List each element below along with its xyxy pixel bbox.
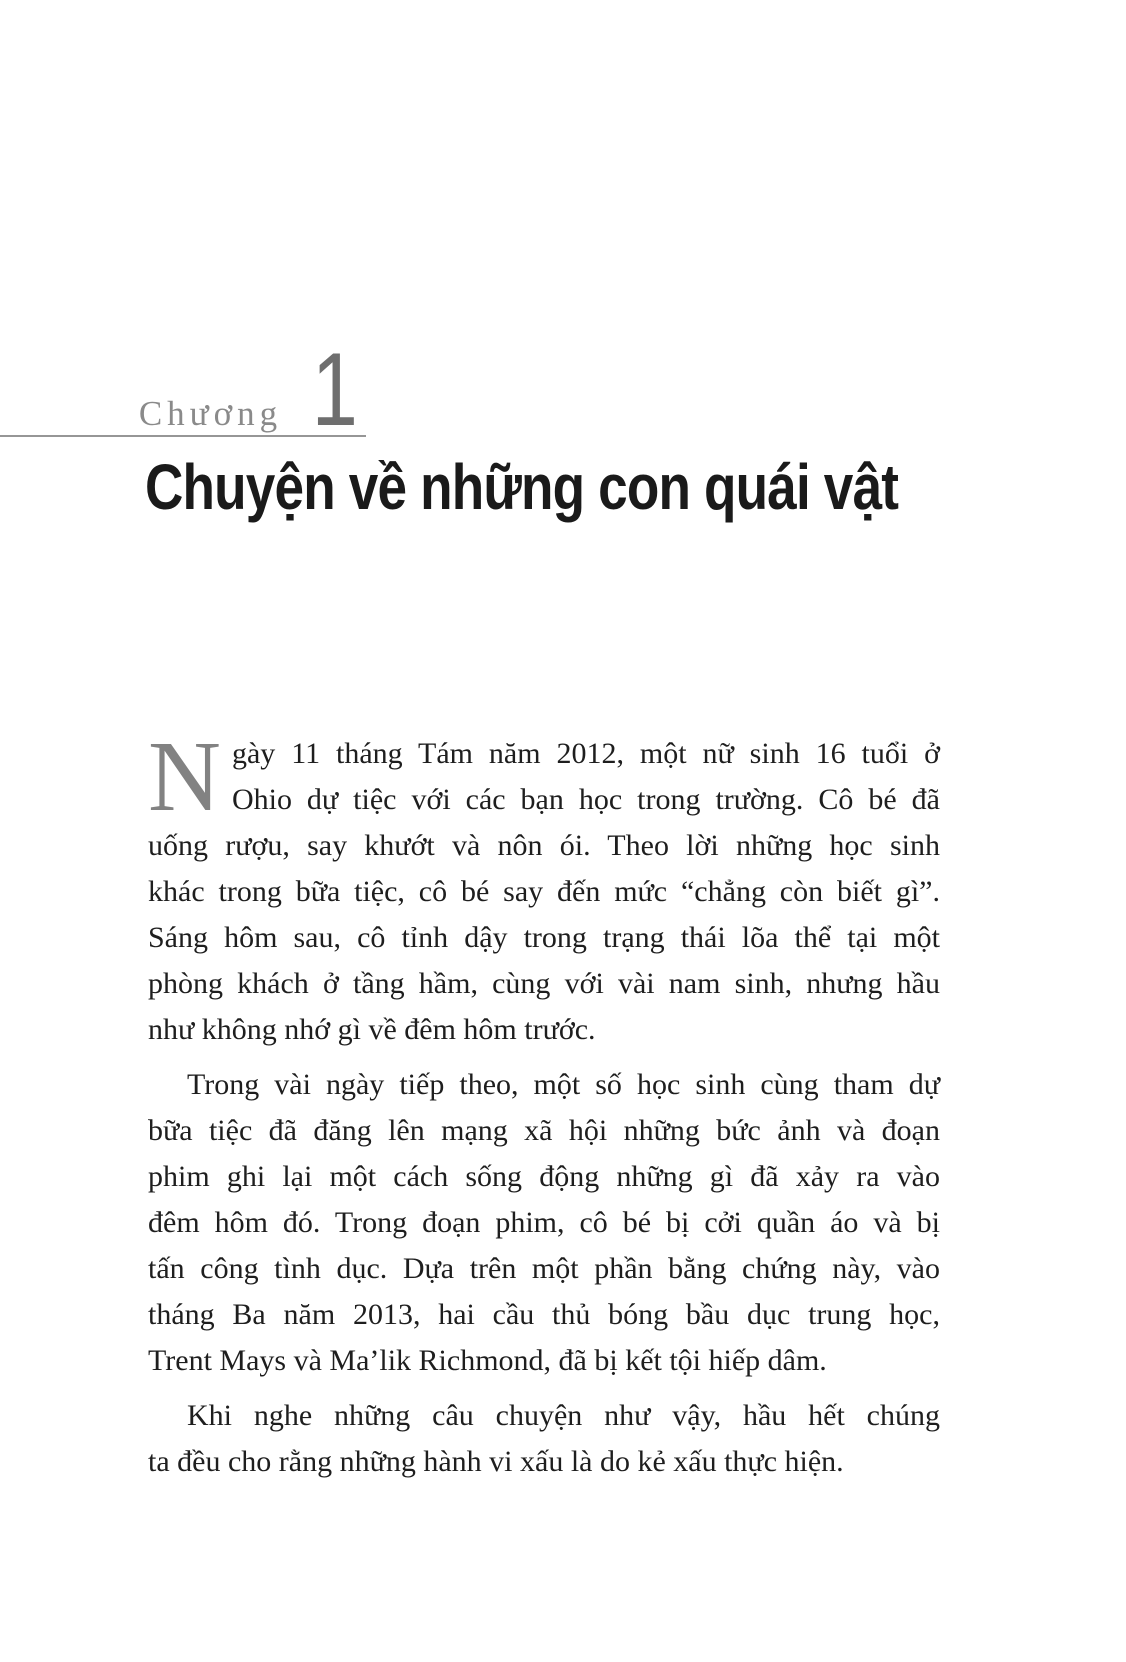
text-line: Trong vài ngày tiếp theo, một số học sinh cùng tham dự <box>187 1068 940 1101</box>
text-line: Ohio dự tiệc với các bạn học trong trường. Cô bé đã <box>231 783 940 816</box>
text-line: khác trong bữa tiệc, cô bé say đến mức “chẳng còn biết gì”. <box>148 875 940 908</box>
chapter-label: Chương <box>138 394 283 433</box>
drop-cap: N <box>148 720 221 832</box>
text-line: Khi nghe những câu chuyện như vậy, hầu hết chúng <box>187 1399 940 1432</box>
paragraph <box>148 1393 940 1485</box>
text-line: tháng Ba năm 2013, hai cầu thủ bóng bầu dục trung học, <box>148 1298 940 1331</box>
chapter-number: 1 <box>311 332 358 448</box>
text-line: Trent Mays và Ma’lik Richmond, đã bị kết tội hiếp dâm. <box>148 1344 827 1377</box>
chapter-heading <box>0 332 366 448</box>
text-line: Sáng hôm sau, cô tỉnh dậy trong trạng thái lõa thể tại một <box>148 921 940 954</box>
text-line: phim ghi lại một cách sống động những gì đã xảy ra vào <box>148 1160 940 1193</box>
body-text <box>148 720 940 1485</box>
chapter-title: Chuyện về những con quái vật <box>145 451 899 523</box>
text-line: như không nhớ gì về đêm hôm trước. <box>148 1013 596 1046</box>
text-line: phòng khách ở tầng hầm, cùng với vài nam sinh, nhưng hầu <box>148 967 940 1000</box>
paragraph <box>148 1062 940 1384</box>
paragraph <box>148 720 940 1053</box>
text-line: tấn công tình dục. Dựa trên một phần bằng chứng này, vào <box>148 1252 940 1285</box>
text-line: ta đều cho rằng những hành vi xấu là do kẻ xấu thực hiện. <box>148 1445 844 1478</box>
text-line: bữa tiệc đã đăng lên mạng xã hội những bức ảnh và đoạn <box>148 1114 940 1147</box>
text-line: đêm hôm đó. Trong đoạn phim, cô bé bị cởi quần áo và bị <box>148 1206 940 1239</box>
text-line: uống rượu, say khướt và nôn ói. Theo lời những học sinh <box>148 829 940 862</box>
text-line: gày 11 tháng Tám năm 2012, một nữ sinh 16 tuổi ở <box>231 737 940 770</box>
